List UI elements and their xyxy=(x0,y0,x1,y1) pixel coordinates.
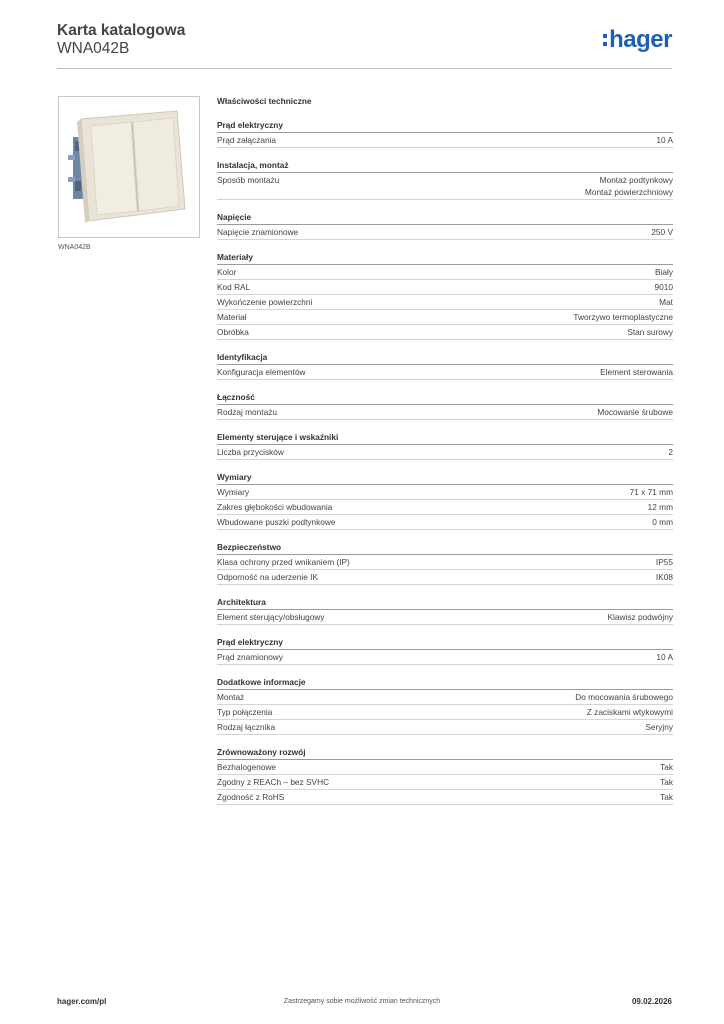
spec-section xyxy=(217,746,673,805)
spec-value xyxy=(655,266,673,278)
header-divider xyxy=(57,68,672,69)
spec-value xyxy=(656,651,673,663)
spec-value-line: Biały xyxy=(655,267,673,277)
spec-section xyxy=(217,391,673,420)
spec-value xyxy=(648,501,673,513)
spec-value xyxy=(627,326,673,338)
spec-value xyxy=(660,791,673,803)
spec-value xyxy=(608,611,673,623)
spec-label: Wbudowane puszki podtynkowe xyxy=(217,517,336,527)
logo-text: hager xyxy=(609,26,672,53)
spec-value xyxy=(600,366,673,378)
spec-row xyxy=(217,720,673,735)
spec-section xyxy=(217,251,673,340)
spec-label: Zakres głębokości wbudowania xyxy=(217,502,333,512)
spec-value xyxy=(659,296,673,308)
footer-disclaimer: Zastrzegamy sobie możliwość zmian technicznych xyxy=(283,998,441,1005)
spec-section xyxy=(217,541,673,585)
section-title: Instalacja, montaż xyxy=(217,159,673,173)
specs-sections xyxy=(217,119,673,805)
spec-section xyxy=(217,636,673,665)
spec-section xyxy=(217,159,673,200)
spec-value-line: IK08 xyxy=(655,572,673,582)
spec-value xyxy=(660,761,673,773)
image-caption: WNA042B xyxy=(58,244,91,251)
spec-row xyxy=(217,515,673,530)
spec-label: Obróbka xyxy=(217,327,249,337)
spec-label: Sposób montażu xyxy=(217,175,280,185)
spec-value-line: Mat xyxy=(659,297,673,307)
spec-value-line: 10 A xyxy=(656,652,673,662)
spec-label: Konfiguracja elementów xyxy=(217,367,306,377)
spec-value-line: Tak xyxy=(660,762,673,772)
section-title: Prąd elektryczny xyxy=(217,119,673,133)
spec-value-line: Seryjny xyxy=(645,722,673,732)
section-title: Wymiary xyxy=(217,471,673,485)
spec-row xyxy=(217,265,673,280)
spec-value-line: Mocowanie śrubowe xyxy=(597,407,673,417)
spec-value xyxy=(655,281,673,293)
spec-value-line: 250 V xyxy=(651,227,673,237)
specs-heading: Właściwości techniczne xyxy=(217,96,312,106)
spec-value-line: Do mocowania śrubowego xyxy=(575,692,673,702)
document-header xyxy=(57,22,185,58)
spec-label: Prąd znamionowy xyxy=(217,652,283,662)
spec-value-line: Klawisz podwójny xyxy=(607,612,673,622)
spec-value xyxy=(573,311,673,323)
footer-website: hager.com/pl xyxy=(57,997,107,1006)
spec-row xyxy=(217,760,673,775)
spec-value xyxy=(575,691,673,703)
spec-value-line: IP55 xyxy=(655,557,673,567)
spec-value xyxy=(630,486,673,498)
spec-row xyxy=(217,650,673,665)
spec-value xyxy=(651,226,673,238)
spec-row xyxy=(217,295,673,310)
spec-value xyxy=(656,571,673,583)
spec-value-line: 2 xyxy=(668,447,673,457)
spec-row xyxy=(217,705,673,720)
product-image xyxy=(58,96,200,238)
section-title: Dodatkowe informacje xyxy=(217,676,673,690)
spec-value-line: Tworzywo termoplastyczne xyxy=(573,312,673,322)
section-title: Bezpieczeństwo xyxy=(217,541,673,555)
section-title: Architektura xyxy=(217,596,673,610)
spec-row xyxy=(217,280,673,295)
technical-specifications xyxy=(217,95,673,816)
product-code: WNA042B xyxy=(57,40,130,57)
spec-value-line: 71 x 71 mm xyxy=(629,487,673,497)
spec-section xyxy=(217,471,673,530)
section-title: Zrównoważony rozwój xyxy=(217,746,673,760)
spec-value-line: 0 mm xyxy=(652,517,673,527)
spec-row xyxy=(217,485,673,500)
spec-value xyxy=(587,706,673,718)
spec-section xyxy=(217,431,673,460)
spec-value xyxy=(597,406,673,418)
spec-row xyxy=(217,500,673,515)
spec-value xyxy=(660,776,673,788)
spec-label: Element sterujący/obsługowy xyxy=(217,612,325,622)
section-title: Identyfikacja xyxy=(217,351,673,365)
spec-label: Wymiary xyxy=(217,487,250,497)
spec-row xyxy=(217,133,673,148)
spec-label: Wykończenie powierzchni xyxy=(217,297,313,307)
double-rocker-switch-icon xyxy=(59,97,199,237)
spec-row xyxy=(217,555,673,570)
section-title: Łączność xyxy=(217,391,673,405)
section-title: Prąd elektryczny xyxy=(217,636,673,650)
spec-label: Montaż xyxy=(217,692,245,702)
spec-label: Zgodny z REACh – bez SVHC xyxy=(217,777,330,787)
spec-value-line: Montaż powierzchniowy xyxy=(584,187,673,197)
spec-section xyxy=(217,211,673,240)
document-title: Karta katalogowa xyxy=(57,22,186,39)
spec-row xyxy=(217,790,673,805)
spec-label: Kolor xyxy=(217,267,237,277)
hager-logo xyxy=(603,27,672,53)
spec-value-line: Z zaciskami wtykowymi xyxy=(586,707,673,717)
spec-value xyxy=(585,174,673,198)
spec-row xyxy=(217,775,673,790)
spec-value-line: 9010 xyxy=(654,282,673,292)
spec-value-line: Stan surowy xyxy=(627,327,673,337)
spec-value-line: 10 A xyxy=(656,135,673,145)
footer-date: 09.02.2026 xyxy=(631,997,672,1006)
spec-label: Typ połączenia xyxy=(217,707,273,717)
spec-value-line: 12 mm xyxy=(647,502,673,512)
spec-row xyxy=(217,445,673,460)
spec-row xyxy=(217,690,673,705)
spec-section xyxy=(217,596,673,625)
spec-row xyxy=(217,310,673,325)
spec-label: Odporność na uderzenie IK xyxy=(217,572,319,582)
spec-value xyxy=(668,446,673,458)
spec-value-line: Tak xyxy=(660,792,673,802)
spec-label: Rodzaj montażu xyxy=(217,407,277,417)
spec-value-line: Montaż podtynkowy xyxy=(599,175,673,185)
spec-label: Prąd załączania xyxy=(217,135,277,145)
logo-dots-icon xyxy=(603,34,607,46)
spec-row xyxy=(217,405,673,420)
spec-label: Liczba przycisków xyxy=(217,447,284,457)
spec-label: Bezhalogenowe xyxy=(217,762,277,772)
spec-section xyxy=(217,676,673,735)
spec-label: Zgodność z RoHS xyxy=(217,792,285,802)
spec-value-line: Element sterowania xyxy=(600,367,673,377)
spec-row xyxy=(217,365,673,380)
spec-label: Napięcie znamionowe xyxy=(217,227,299,237)
spec-value xyxy=(656,134,673,146)
spec-label: Klasa ochrony przed wnikaniem (IP) xyxy=(217,557,350,567)
section-title: Napięcie xyxy=(217,211,673,225)
spec-label: Materiał xyxy=(217,312,247,322)
spec-row xyxy=(217,325,673,340)
spec-label: Kod RAL xyxy=(217,282,251,292)
spec-row xyxy=(217,570,673,585)
spec-row xyxy=(217,225,673,240)
section-title: Elementy sterujące i wskaźniki xyxy=(217,431,673,445)
spec-row xyxy=(217,173,673,200)
spec-section xyxy=(217,351,673,380)
section-title: Materiały xyxy=(217,251,673,265)
spec-label: Rodzaj łącznika xyxy=(217,722,276,732)
spec-row xyxy=(217,610,673,625)
spec-value xyxy=(652,516,673,528)
spec-value-line: Tak xyxy=(660,777,673,787)
spec-section xyxy=(217,119,673,148)
spec-value xyxy=(656,556,673,568)
spec-value xyxy=(645,721,673,733)
